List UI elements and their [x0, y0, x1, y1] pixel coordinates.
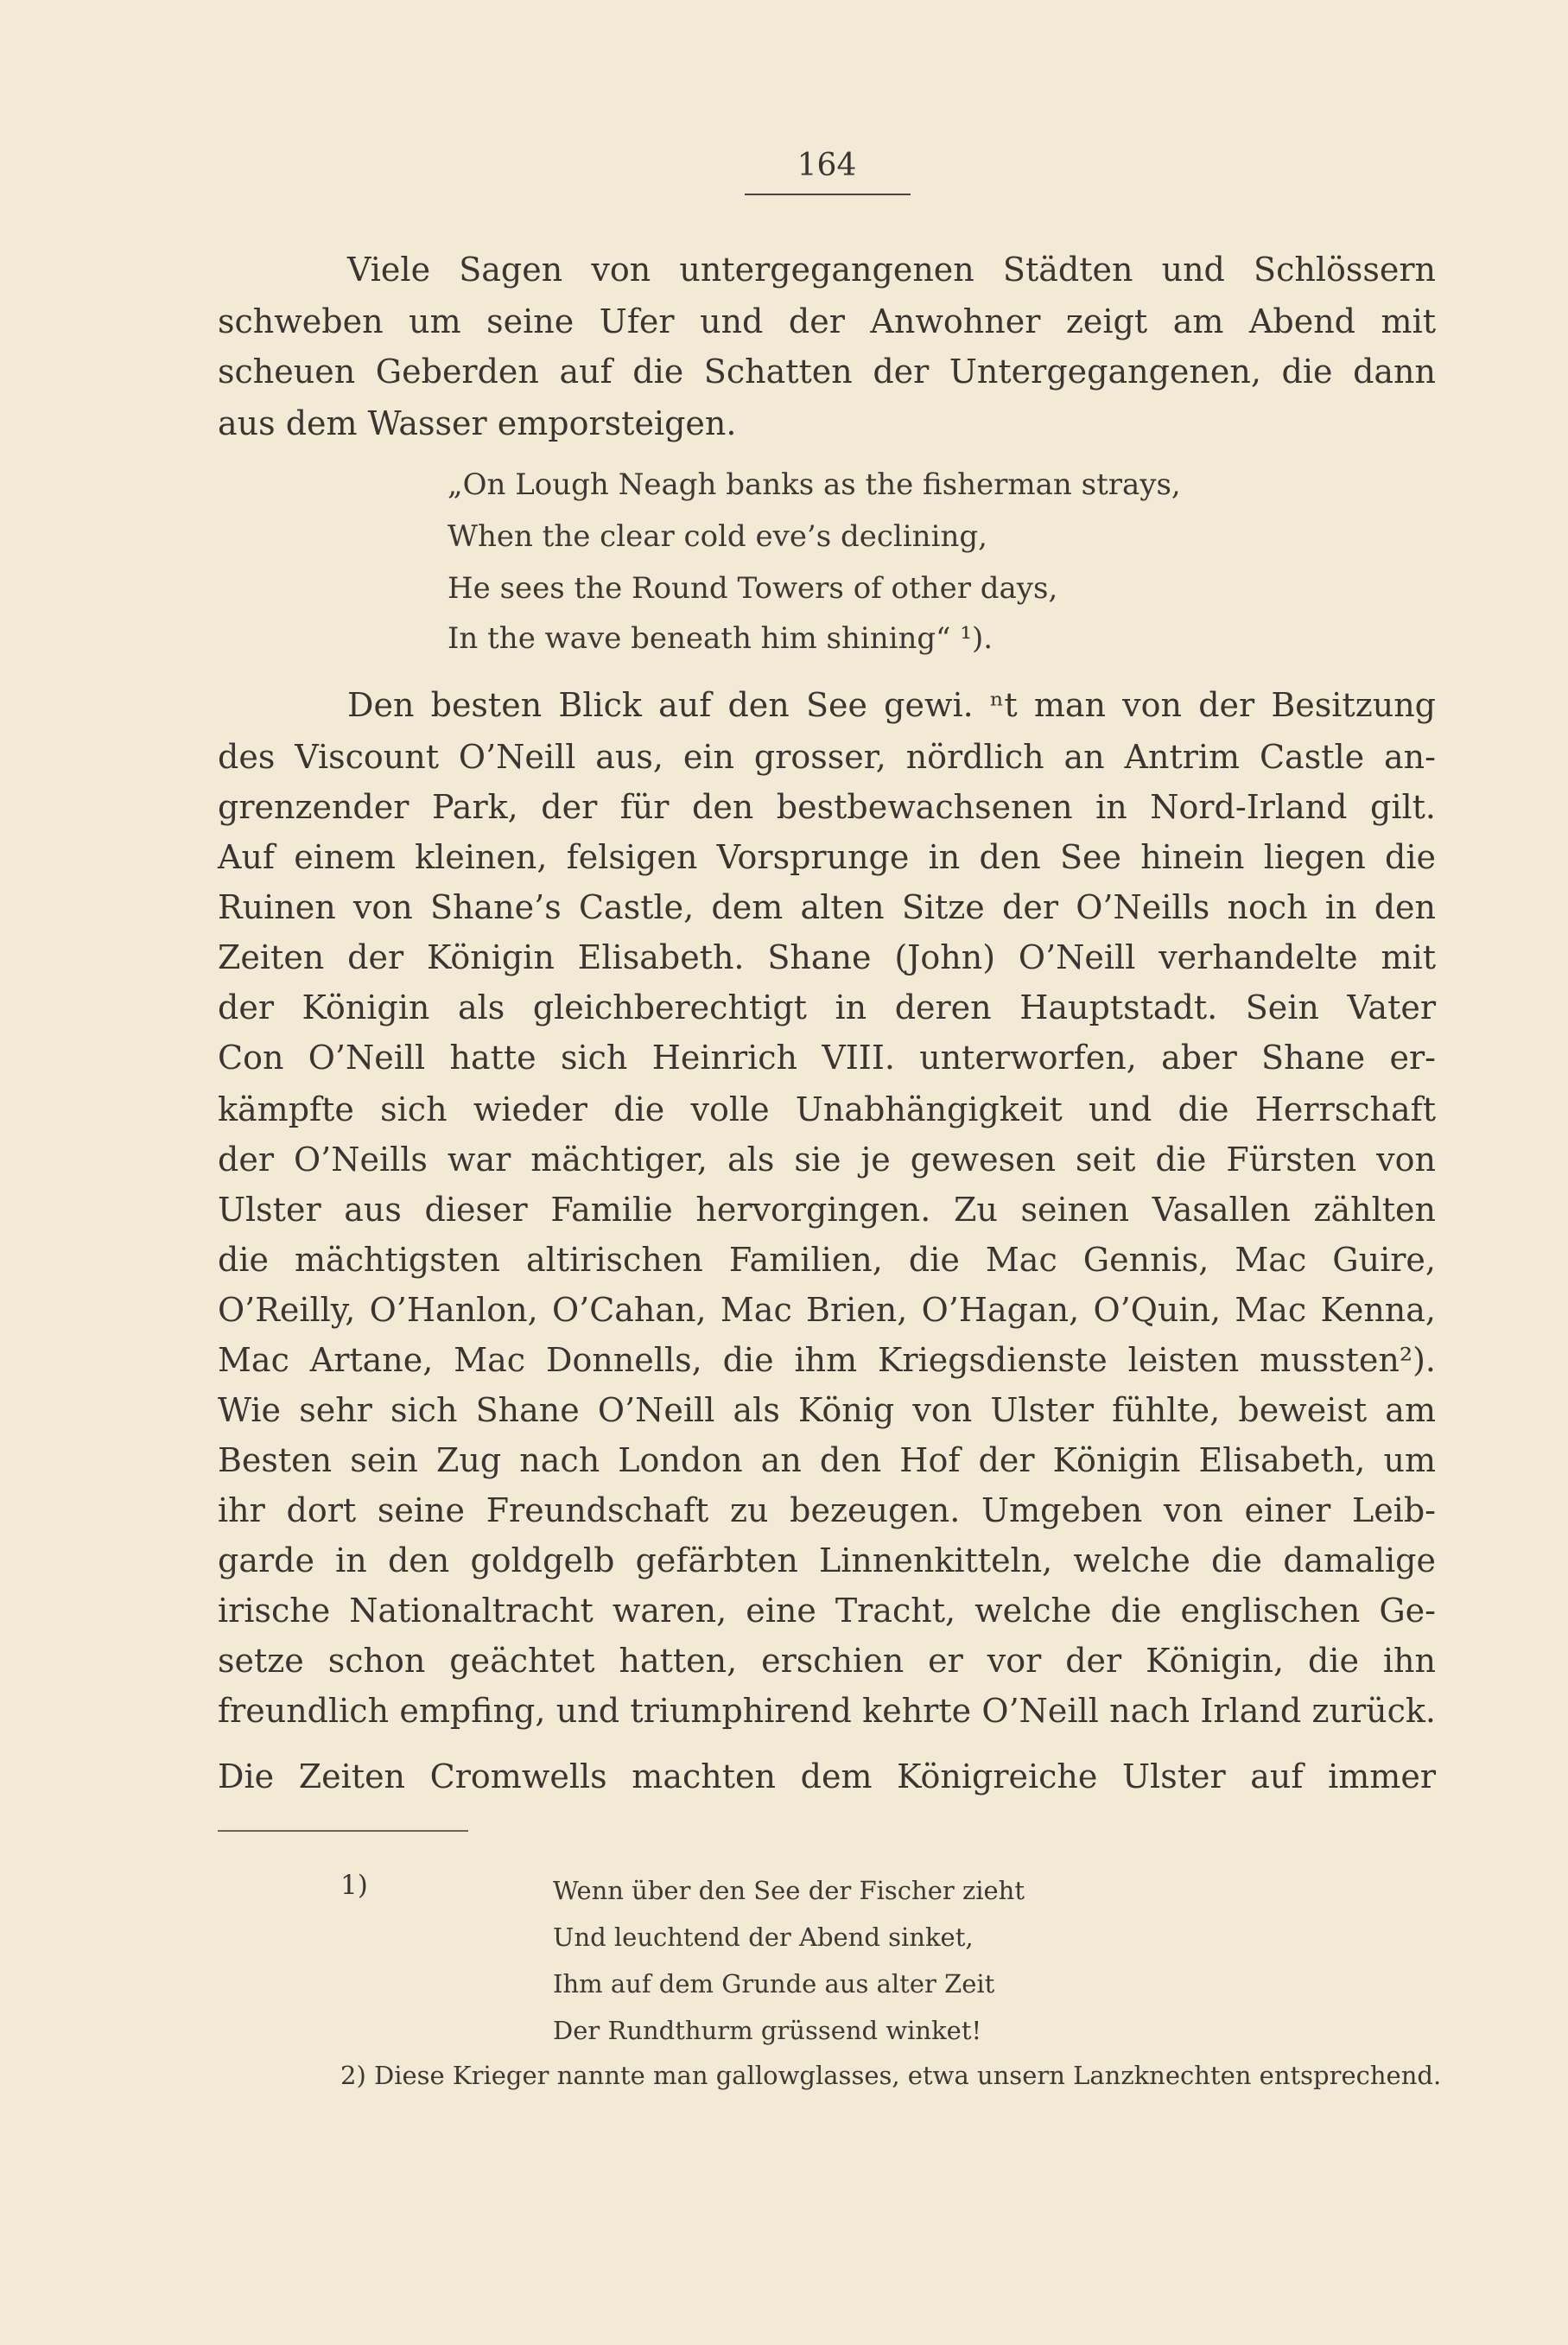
text-line: Den besten Blick auf den See gewi. ⁿt man von der Besitzung	[347, 686, 1436, 724]
text-line: die mächtigsten altirischen Familien, die Mac Gennis, Mac Guire,	[218, 1241, 1436, 1279]
text-line: Ruinen von Shane’s Castle, dem alten Sitze der O’Neills noch in den	[218, 888, 1436, 926]
footnote-verse-line: Wenn über den See der Fischer zieht	[553, 1876, 1025, 1905]
text-line: Auf einem kleinen, felsigen Vorsprunge in den See hinein liegen die	[218, 838, 1436, 876]
text-line: Zeiten der Königin Elisabeth. Shane (John) O’Neill verhandelte mit	[218, 938, 1436, 976]
footnote-marker: 1)	[340, 1870, 368, 1901]
text-line: O’Reilly, O’Hanlon, O’Cahan, Mac Brien, O’Hagan, O’Quin, Mac Kenna,	[218, 1291, 1436, 1329]
text-line: kämpfte sich wieder die volle Unabhängigkeit und die Herrschaft	[218, 1090, 1436, 1128]
text-line: der O’Neills war mächtiger, als sie je gewesen seit die Fürsten von	[218, 1141, 1436, 1179]
poem-line: In the wave beneath him shining“ ¹).	[448, 621, 993, 656]
poem-line: He sees the Round Towers of other days,	[448, 571, 1058, 606]
text-line: Con O’Neill hatte sich Heinrich VIII. unterworfen, aber Shane er-	[218, 1039, 1436, 1077]
text-line: irische Nationaltracht waren, eine Tracht, welche die englischen Ge-	[218, 1592, 1436, 1630]
poem-line: When the clear cold eve’s declining,	[448, 519, 987, 554]
text-line: freundlich empfing, und triumphirend kehrte O’Neill nach Irland zurück.	[218, 1692, 1436, 1730]
text-line: aus dem Wasser emporsteigen.	[218, 404, 737, 442]
text-line: Viele Sagen von untergegangenen Städten und Schlössern	[347, 251, 1436, 289]
footnote-verse-line: Ihm auf dem Grunde aus alter Zeit	[553, 1969, 995, 1999]
page-number: 164	[797, 148, 857, 183]
text-line: scheuen Geberden auf die Schatten der Untergegangenen, die dann	[218, 353, 1436, 391]
footnote-verse-line: Der Rundthurm grüssend winket!	[553, 2016, 982, 2045]
text-line: des Viscount O’Neill aus, ein grosser, nördlich an Antrim Castle an-	[218, 738, 1436, 776]
footnote-rule	[218, 1830, 468, 1832]
text-line: Die Zeiten Cromwells machten dem Königreiche Ulster auf immer	[218, 1757, 1436, 1795]
text-line: Besten sein Zug nach London an den Hof der Königin Elisabeth, um	[218, 1441, 1436, 1479]
text-line: Ulster aus dieser Familie hervorgingen. Zu seinen Vasallen zählten	[218, 1191, 1436, 1229]
text-line: setze schon geächtet hatten, erschien er vor der Königin, die ihn	[218, 1642, 1436, 1680]
poem-line: „On Lough Neagh banks as the fisherman strays,	[448, 467, 1181, 502]
footnote-verse-line: Und leuchtend der Abend sinket,	[553, 1922, 974, 1952]
text-line: Mac Artane, Mac Donnells, die ihm Kriegsdienste leisten mussten²).	[218, 1341, 1436, 1379]
text-line: garde in den goldgelb gefärbten Linnenkitteln, welche die damalige	[218, 1541, 1436, 1579]
text-line: ihr dort seine Freundschaft zu bezeugen. Umgeben von einer Leib-	[218, 1491, 1436, 1529]
text-line: Wie sehr sich Shane O’Neill als König von Ulster fühlte, beweist am	[218, 1391, 1436, 1429]
text-line: schweben um seine Ufer und der Anwohner zeigt am Abend mit	[218, 302, 1436, 340]
footnote-2: 2) Diese Krieger nannte man gallowglasses, etwa unsern Lanzknechten entsprechend.	[340, 2061, 1442, 2090]
text-line: grenzender Park, der für den bestbewachsenen in Nord-Irland gilt.	[218, 788, 1436, 826]
page-number-rule	[745, 194, 911, 195]
text-line: der Königin als gleichberechtigt in deren Hauptstadt. Sein Vater	[218, 988, 1436, 1026]
